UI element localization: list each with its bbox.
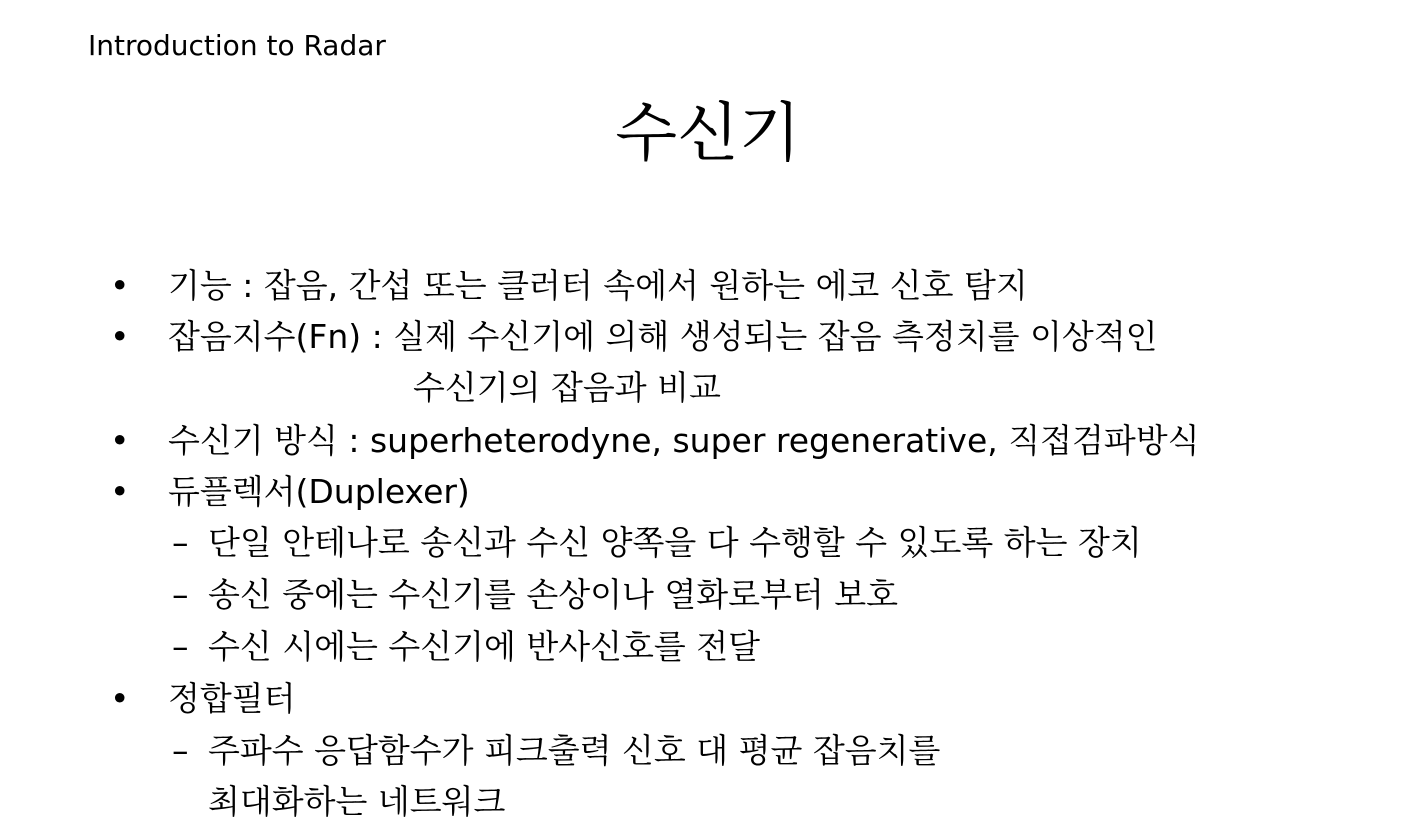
bullet-matched-filter: 정합필터 [168, 679, 296, 718]
bullet-marker: • [110, 266, 130, 305]
dash-marker: – [172, 731, 189, 770]
sub-item-duplexer-protection: 송신 중에는 수신기를 손상이나 열화로부터 보호 [208, 575, 899, 614]
bullet-noise-figure-continuation: 수신기의 잡음과 비교 [413, 368, 721, 407]
dash-marker: – [172, 627, 189, 666]
bullet-marker: • [110, 421, 130, 460]
bullet-receiver-types: 수신기 방식 : superheterodyne, super regenerative, 직접검파방식 [168, 421, 1200, 460]
bullet-marker: • [110, 472, 130, 511]
bullet-marker: • [110, 317, 130, 356]
dash-marker: – [172, 523, 189, 562]
bullet-duplexer: 듀플렉서(Duplexer) [168, 472, 470, 511]
slide-title: 수신기 [615, 97, 801, 171]
bullet-noise-figure: 잡음지수(Fn) : 실제 수신기에 의해 생성되는 잡음 측정치를 이상적인 [168, 317, 1158, 356]
bullet-function: 기능 : 잡음, 간섭 또는 클러터 속에서 원하는 에코 신호 탐지 [168, 266, 1028, 305]
sub-item-duplexer-definition: 단일 안테나로 송신과 수신 양쪽을 다 수행할 수 있도록 하는 장치 [208, 523, 1142, 562]
sub-item-matched-filter-continuation: 최대화하는 네트워크 [208, 782, 506, 821]
dash-marker: – [172, 575, 189, 614]
header-text: Introduction to Radar [88, 29, 386, 62]
sub-item-matched-filter: 주파수 응답함수가 피크출력 신호 대 평균 잡음치를 [208, 731, 941, 770]
sub-item-duplexer-reception: 수신 시에는 수신기에 반사신호를 전달 [208, 627, 761, 666]
bullet-marker: • [110, 679, 130, 718]
